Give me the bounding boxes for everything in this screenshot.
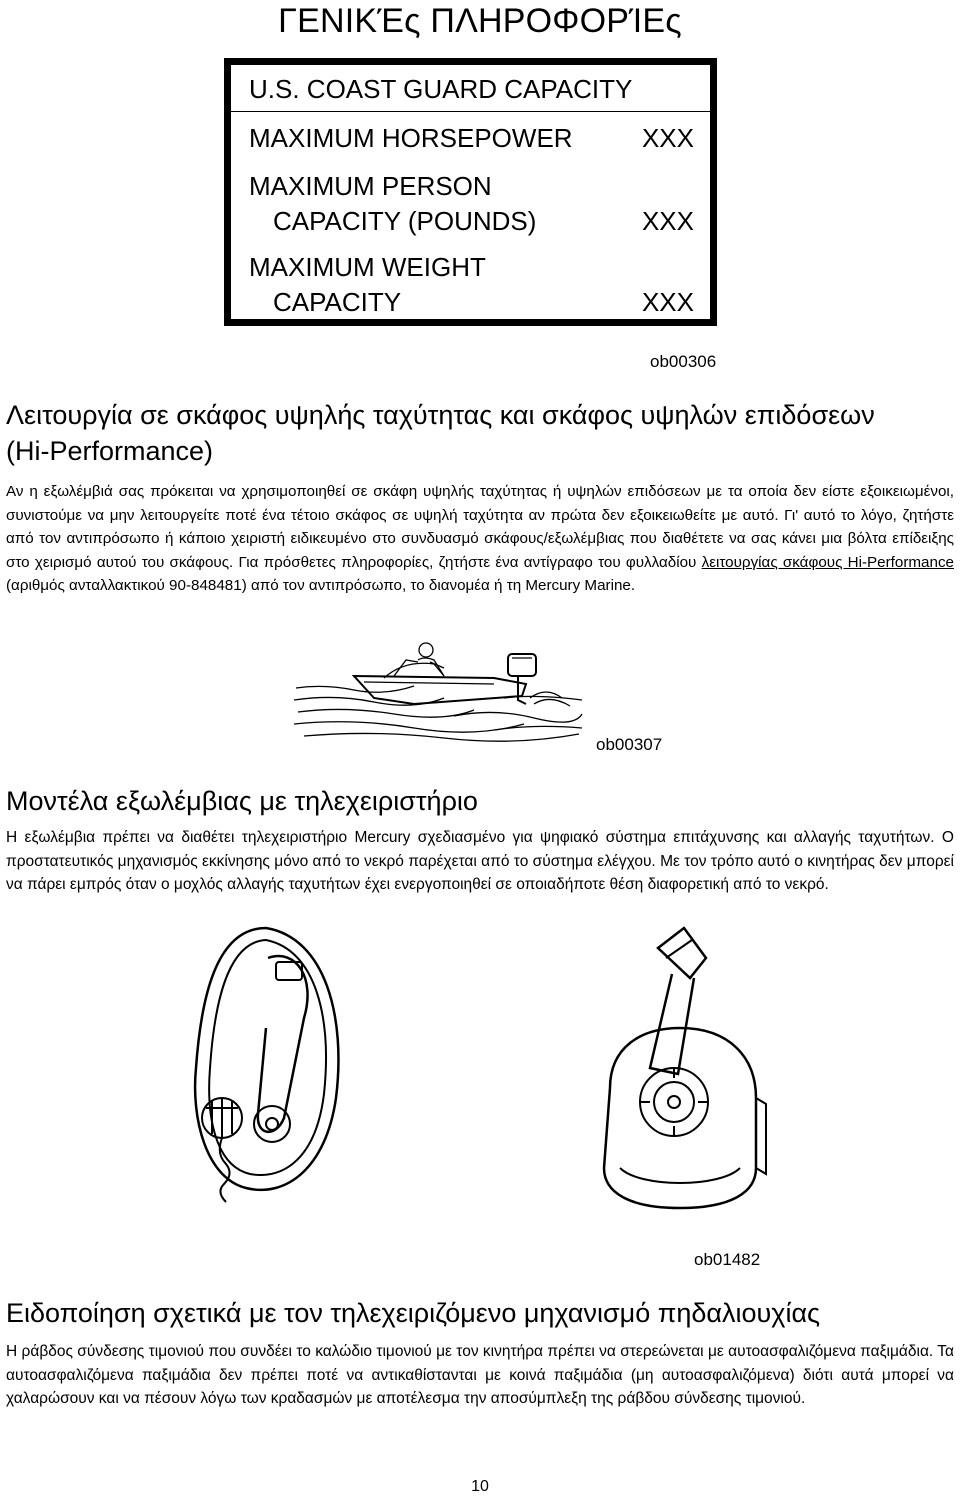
figure-ref-capacity: ob00306 — [650, 352, 717, 371]
figure-ref-controls: ob01482 — [694, 1250, 761, 1269]
speedboat-illustration — [294, 638, 584, 748]
remote-control-paragraph — [6, 826, 954, 897]
steering-paragraph — [6, 1340, 954, 1411]
page-header: ΓΕΝΙΚΈς ΠΛΗΡΟΦΟΡΊΕς — [278, 2, 682, 40]
capacity-divider — [231, 111, 710, 112]
hi-performance-paragraph — [6, 480, 954, 598]
remote-control-text: Η εξωλέμβια πρέπει να διαθέτει τηλεχειριστήριο Mercury σχεδιασμένο για ψηφιακό σύστημα επιτάχυνσης και αλλαγής ταχυτήτων. Ο προστατευτικός μηχανισμός εκκίνησης μόνο από το νεκρό παρέχεται από το σύστημα ελέγχου. Με τον τρόπο αυτό ο κινητήρας δεν μπορεί να πάρει εμπρός όταν ο μοχλός αλλαγής ταχυτήτων έχει ενεργοποιηθεί σε οποιαδήποτε θέση διαφορετική από το νεκρό. — [6, 829, 954, 893]
max-horsepower-label: MAXIMUM HORSEPOWER — [249, 123, 573, 153]
figure-ref-boat: ob00307 — [596, 735, 663, 754]
binnacle-control-illustration — [580, 918, 780, 1218]
panel-mount-control-illustration — [176, 918, 356, 1208]
max-person-label-2: CAPACITY (POUNDS) — [273, 206, 537, 236]
max-person-value: XXX — [641, 206, 694, 236]
max-horsepower-value: XXX — [641, 123, 694, 153]
max-weight-label-1: MAXIMUM WEIGHT — [249, 252, 486, 282]
steering-text: Η ράβδος σύνδεσης τιμονιού που συνδέει το καλώδιο τιμονιού με τον κινητήρα πρέπει να στερεώνεται με αυτοασφαλιζόμενα παξιμάδια. Τα αυτοασφαλιζόμενα παξιμάδια δεν πρέπει ποτέ να αντικαθίστανται με κοινά παξιμάδια (μη αυτοασφαλιζόμενα) διότι αυτά μπορεί να χαλαρώσουν και να πέσουν λόγω των κραδασμών με αποτέλεσμα την αποσύμπλεξη της ράβδου σύνδεσης τιμονιού. — [6, 1343, 954, 1407]
paragraph-text-2: (αριθμός ανταλλακτικού 90-848481) από τον αντιπρόσωπο, το διανομέα ή τη Mercury Marine. — [6, 577, 636, 594]
paragraph-text-1: Αν η εξωλέμβιά σας πρόκειται να χρησιμοποιηθεί σε σκάφη υψηλής ταχύτητας ή υψηλών επιδόσεων με τα οποία δεν είστε εξοικειωμένοι, συνιστούμε να μην λειτουργείτε ποτέ ένα τέτοιο σκάφος σε υψηλή ταχύτητα αν πρώτα δεν εξοικειωθείτε με αυτό. Γι' αυτό το λόγο, ζητήστε από τον αντιπρόσωπο ή κάποιο χειριστή ειδικευμένο στο συνδυασμό σκάφους/εξωλέμβιας που διαθέτετε να σας κάνει μια βόλτα επίδειξης στο χειρισμό αυτού του σκάφους. Για πρόσθετες πληροφορίες, ζητήστε ένα αντίγραφο του φυλλαδίου — [6, 483, 954, 571]
heading-line-2: (Hi-Performance) — [6, 436, 214, 466]
section-heading-remote-control: Μοντέλα εξωλέμβιας με τηλεχειριστήριο — [6, 786, 478, 816]
heading-line-1: Λειτουργία σε σκάφος υψηλής ταχύτητας και σκάφος υψηλών επιδόσεων — [6, 400, 875, 430]
capacity-title: U.S. COAST GUARD CAPACITY — [249, 74, 633, 104]
capacity-label-box — [224, 58, 717, 326]
max-weight-value: XXX — [641, 287, 694, 317]
page-number: 10 — [471, 1478, 489, 1495]
max-person-label-1: MAXIMUM PERSON — [249, 171, 492, 201]
hi-performance-manual-link[interactable]: λειτουργίας σκάφους Hi-Performance — [701, 553, 954, 571]
section-heading-steering: Ειδοποίηση σχετικά με τον τηλεχειριζόμενο μηχανισμό πηδαλιουχίας — [6, 1298, 821, 1328]
max-weight-label-2: CAPACITY — [273, 287, 402, 317]
section-heading-hi-performance — [6, 397, 875, 469]
